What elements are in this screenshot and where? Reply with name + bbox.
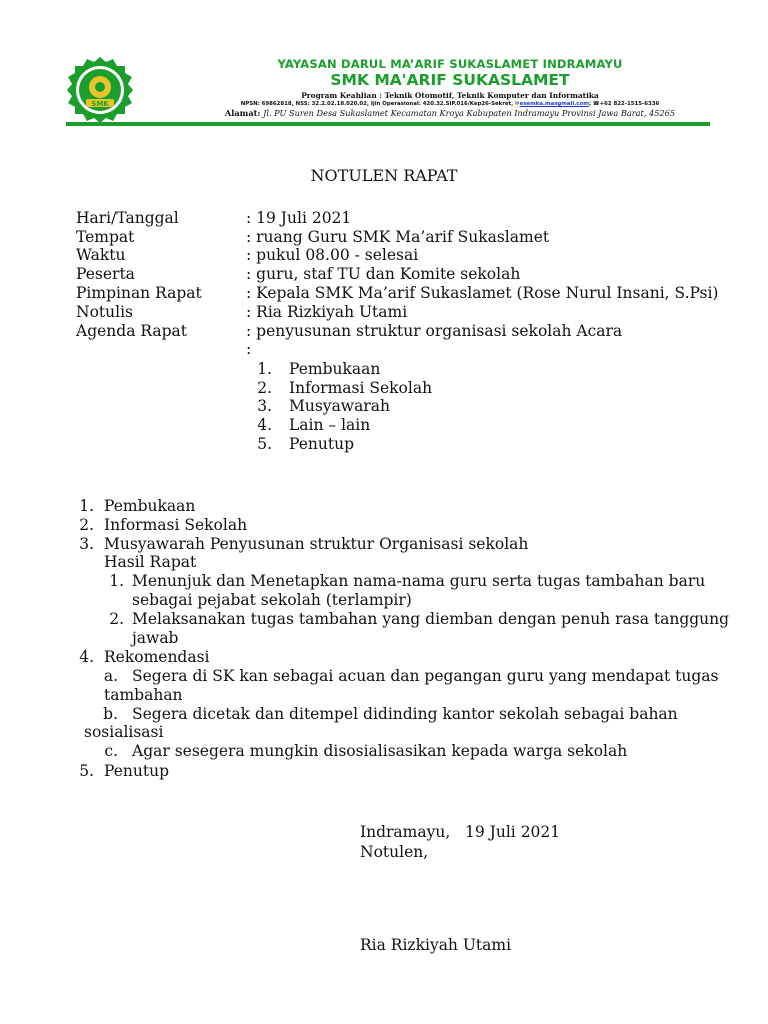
address-line (150, 108, 750, 118)
body-item-recommendation: Rekomendasi (104, 648, 210, 666)
email-icon: ✉ (515, 101, 520, 107)
agenda-item-num: 1. (257, 360, 272, 378)
registration-numbers: NPSN: 69862818, NSS: 32.2.02.18.020.02, Ijin Operasional: 420.32.SIP.016/Kep26-Sekret, (240, 101, 514, 107)
body-item-opening: Pembukaan (104, 497, 196, 515)
info-label-time: Waktu (76, 246, 126, 264)
info-value-chair: : Kepala SMK Ma’arif Sukaslamet (Rose Nurul Insani, S.Psi) (246, 284, 719, 302)
signature-place: Indramayu, (360, 823, 451, 841)
result-item-line: sebagai pejabat sekolah (terlampir) (132, 591, 412, 609)
agenda-item-num: 5. (257, 435, 272, 453)
info-label-chair: Pimpinan Rapat (76, 284, 202, 302)
recommendation-item-line: tambahan (104, 686, 183, 704)
info-value-place: : ruang Guru SMK Ma’arif Sukaslamet (246, 228, 550, 246)
info-value-time: : pukul 08.00 - selesai (246, 246, 419, 264)
recommendation-item-line: Agar sesegera mungkin disosialisasikan kepada warga sekolah (132, 742, 628, 760)
agenda-item: Musyawarah (289, 397, 390, 415)
phone-number: +62 822-1515-6336 (599, 101, 660, 107)
agenda-item: Lain – lain (289, 416, 371, 434)
body-item-num: 5. (79, 762, 94, 780)
signature-role: Notulen, (360, 843, 429, 861)
info-label-date: Hari/Tanggal (76, 209, 179, 227)
program-line: Program Keahlian : Teknik Otomotif, Teknik Komputer dan Informatika (301, 91, 599, 100)
school-logo (66, 56, 134, 124)
registration-line: NPSN: 69862818, NSS: 32.2.02.18.020.02, Ijin Operasional: 420.32.SIP.016/Kep26-Sekret, ✉esemka.masgmail.com; ☎+62 822-1515-6336 (240, 101, 660, 107)
result-item-num: 2. (109, 610, 124, 628)
info-value-date: : 19 Juli 2021 (246, 209, 352, 227)
recommendation-item-num: b. (103, 705, 118, 723)
agenda-item: Informasi Sekolah (289, 379, 433, 397)
info-value-participants: : guru, staf TU dan Komite sekolah (246, 265, 521, 283)
agenda-item: Penutup (289, 435, 355, 453)
signature-date: 19 Juli 2021 (465, 823, 561, 841)
body-item-info: Informasi Sekolah (104, 516, 248, 534)
svg-text:SMK: SMK (91, 100, 109, 108)
recommendation-item-num: a. (103, 667, 118, 685)
info-label-participants: Peserta (76, 265, 135, 283)
body-item-num: 1. (79, 497, 94, 515)
info-label-notetaker: Notulis (76, 303, 133, 321)
school-name: SMK MA'ARIF SUKASLAMET (330, 71, 570, 89)
recommendation-item-num: c. (104, 742, 118, 760)
agenda-colon: : (246, 340, 252, 358)
recommendation-item-line: sosialisasi (84, 723, 164, 741)
info-label-agenda: Agenda Rapat (76, 322, 188, 340)
recommendation-item-line: Segera dicetak dan ditempel didinding kantor sekolah sebagai bahan (132, 705, 678, 723)
info-value-agenda: : penyusunan struktur organisasi sekolah Acara (246, 322, 623, 340)
agenda-item-num: 4. (257, 416, 272, 434)
body-item-deliberation: Musyawarah Penyusunan struktur Organisasi sekolah (104, 535, 529, 553)
document-title: NOTULEN RAPAT (310, 166, 458, 185)
phone-icon: ☎ (592, 101, 600, 107)
email-link[interactable]: esemka.masgmail.com (519, 101, 589, 107)
result-item-num: 1. (109, 572, 124, 590)
letterhead-divider (66, 122, 710, 126)
agenda-item-num: 3. (257, 397, 272, 415)
body-item-closing: Penutup (104, 762, 170, 780)
body-item-num: 4. (79, 648, 94, 666)
body-item-num: 3. (79, 535, 94, 553)
result-item-line: jawab (132, 629, 179, 647)
info-label-place: Tempat (76, 228, 135, 246)
address-label: Alamat: (224, 108, 261, 118)
agenda-item: Pembukaan (289, 360, 381, 378)
info-value-notetaker: : Ria Rizkiyah Utami (246, 303, 408, 321)
recommendation-item-line: Segera di SK kan sebagai acuan dan pegangan guru yang mendapat tugas (132, 667, 719, 685)
body-item-num: 2. (79, 516, 94, 534)
foundation-name: YAYASAN DARUL MA’ARIF SUKASLAMET INDRAMAYU (277, 57, 623, 71)
address-value: Jl. PU Suren Desa Sukaslamet Kecamatan Kroya Kabupaten Indramayu Provinsi Jawa Barat, 45265 (263, 108, 676, 118)
meeting-results-heading: Hasil Rapat (104, 553, 197, 571)
agenda-item-num: 2. (257, 379, 272, 397)
result-item-line: Melaksanakan tugas tambahan yang diemban dengan penuh rasa tanggung (132, 610, 730, 628)
result-item-line: Menunjuk dan Menetapkan nama-nama guru serta tugas tambahan baru (132, 572, 706, 590)
signature-name: Ria Rizkiyah Utami (360, 936, 512, 954)
